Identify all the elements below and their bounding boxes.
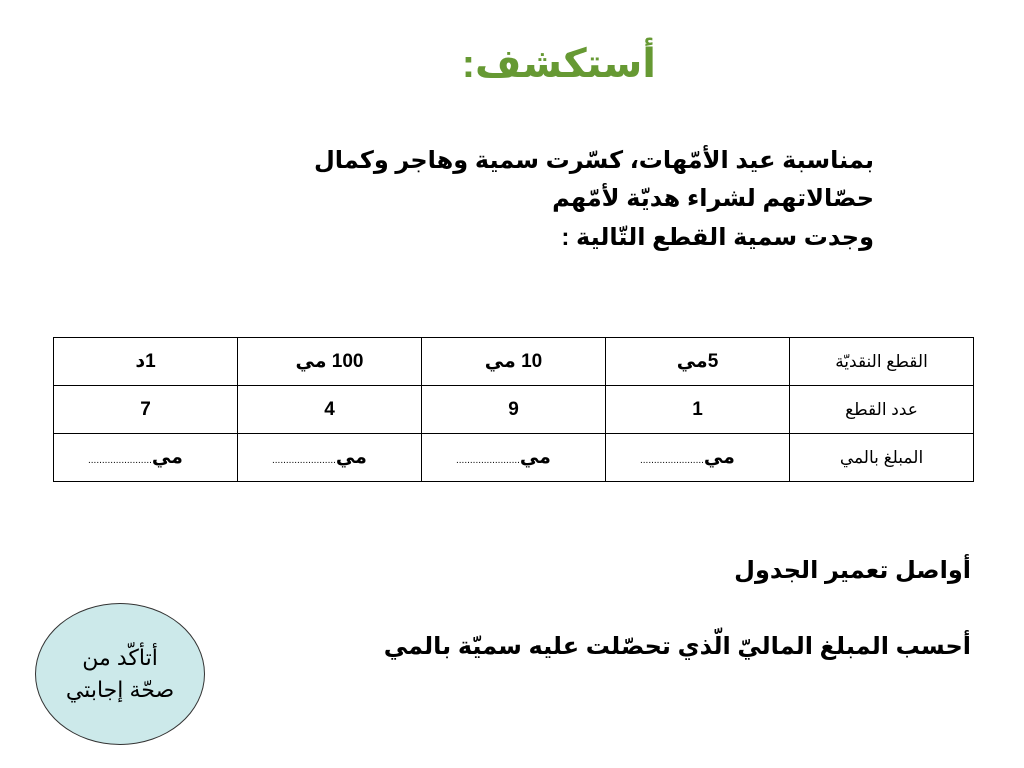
amount-blank-cell[interactable] (606, 434, 790, 482)
table-cell: 4 (238, 386, 422, 434)
table-cell: 7 (54, 386, 238, 434)
table-cell: 10 مي (422, 338, 606, 386)
amount-blank-cell[interactable] (54, 434, 238, 482)
row-header-coins: القطع النقديّة (790, 338, 974, 386)
check-line-1: أتأكّد من (82, 645, 158, 671)
answer-blank[interactable]: ....................... (88, 455, 152, 466)
table-cell: 9 (422, 386, 606, 434)
table-cell: 5مي (606, 338, 790, 386)
intro-text (314, 142, 874, 257)
row-header-count: عدد القطع (790, 386, 974, 434)
amount-blank-cell[interactable] (422, 434, 606, 482)
coins-table (53, 337, 974, 482)
table-cell: 1د (54, 338, 238, 386)
intro-line-2: حصّالاتهم لشراء هديّة لأمّهم (552, 185, 874, 213)
table-cell: 1 (606, 386, 790, 434)
answer-blank[interactable]: ....................... (272, 455, 336, 466)
unit-label: مي (335, 447, 367, 468)
unit-label: مي (151, 447, 183, 468)
instruction-compute-amount: أحسب المبلغ الماليّ الّذي تحصّلت عليه سميّة بالمي (383, 633, 971, 660)
check-answer-button[interactable] (35, 603, 205, 745)
table-row-coin-count (54, 386, 974, 434)
row-header-amount: المبلغ بالمي (790, 434, 974, 482)
answer-blank[interactable]: ....................... (456, 455, 520, 466)
table-row-coin-types (54, 338, 974, 386)
check-line-2: صحّة إجابتي (65, 677, 175, 702)
unit-label: مي (519, 447, 551, 468)
table-row-amount (54, 434, 974, 482)
amount-blank-cell[interactable] (238, 434, 422, 482)
table-cell: 100 مي (238, 338, 422, 386)
intro-line-3: وجدت سمية القطع التّالية : (561, 223, 874, 251)
intro-line-1: بمناسبة عيد الأمّهات، كسّرت سمية وهاجر وكمال (313, 147, 874, 174)
instruction-fill-table: أواصل تعمير الجدول (734, 557, 971, 584)
unit-label: مي (703, 447, 735, 468)
answer-blank[interactable]: ....................... (640, 455, 704, 466)
page-title: أستكشف: (461, 42, 656, 86)
